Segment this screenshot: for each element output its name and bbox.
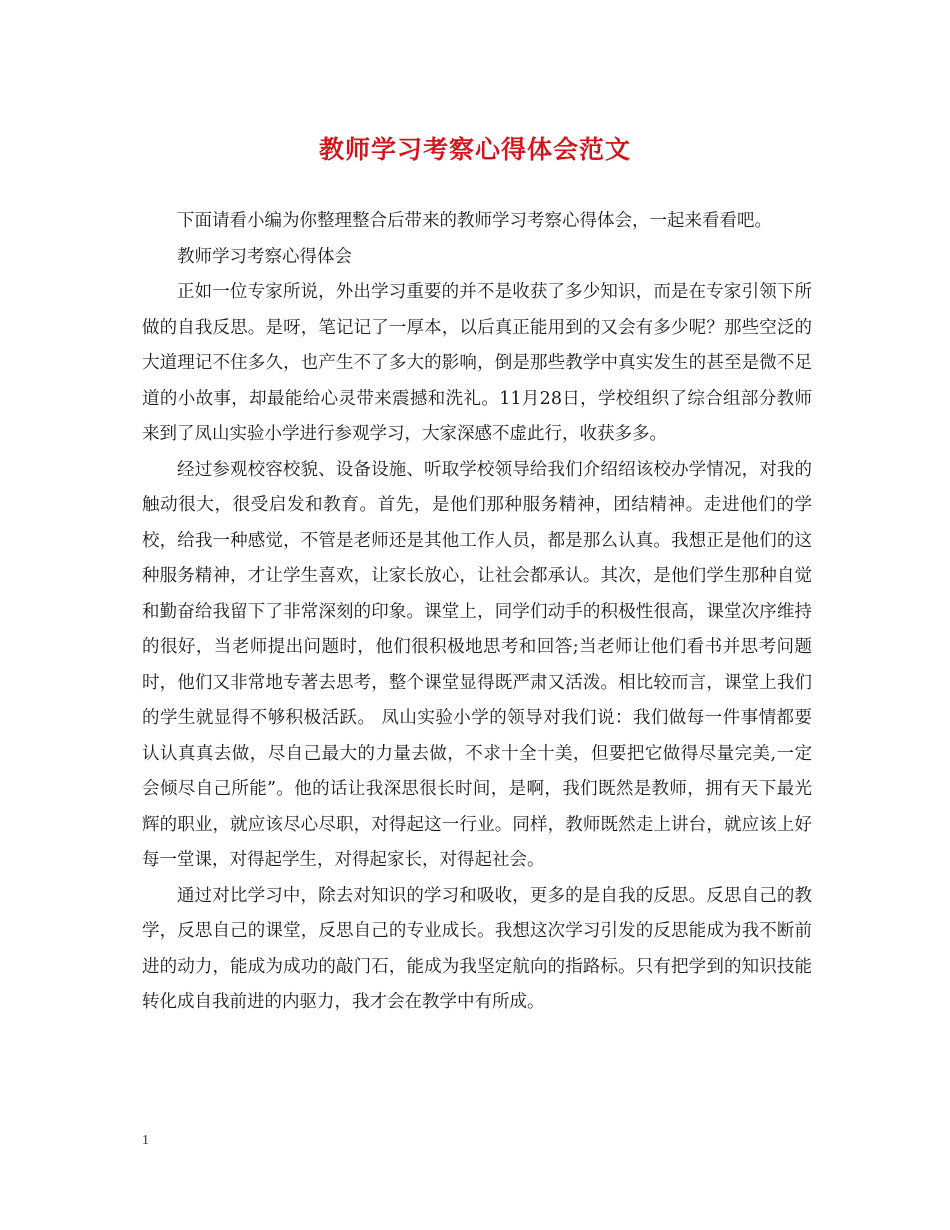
page-number: 1 bbox=[142, 1133, 149, 1148]
section-subtitle: 教师学习考察心得体会 bbox=[177, 246, 352, 267]
body-paragraph-3: 通过对比学习中，除去对知识的学习和吸收，更多的是自我的反思。反思自己的教学，反思自己的课堂，反思自己的专业成长。我想这次学习引发的反思能成为我不断前进的动力，能成为成功的敲门石，能成为我坚定航向的指路标。只有把学到的知识技能转化成自我前进的内驱力，我才会在教学中有所成。 bbox=[142, 885, 812, 1012]
body-paragraph-2: 经过参观校容校貌、设备设施、听取学校领导给我们介绍绍该校办学情况，对我的触动很大，很受启发和教育。首先，是他们那种服务精神，团结精神。走进他们的学校，给我一种感觉，不管是老师还是其他工作人员，都是那么认真。我想正是他们的这种服务精神，才让学生喜欢，让家长放心，让社会都承认。其次，是他们学生那种自觉和勤奋给我留下了非常深刻的印象。课堂上，同学们动手的积极性很高，课堂次序维持的很好，当老师提出问题时，他们很积极地思考和回答;当老师让他们看书并思考问题时，他们又非常地专著去思考，整个课堂显得既严肃又活泼。相比较而言，课堂上我们的学生就显得不够积极活跃。 凤山实验小学的领导对我们说：我们做每一件事情都要认认真真去做，尽自己最大的力量去做，不求十全十美，但要把它做得尽量完美,一定会倾尽自己所能”。他的话让我深思很长时间，是啊，我们既然是教师，拥有天下最光辉的职业，就应该尽心尽职，对得起这一行业。同样，教师既然走上讲台，就应该上好每一堂课，对得起学生，对得起家长，对得起社会。 bbox=[142, 459, 812, 870]
body-paragraph-1: 正如一位专家所说，外出学习重要的并不是收获了多少知识，而是在专家引领下所做的自我反思。是呀，笔记记了一厚本，以后真正能用到的又会有多少呢？那些空泛的大道理记不住多久，也产生不了多大的影响，倒是那些教学中真实发生的甚至是微不足道的小故事，却最能给心灵带来震撼和洗礼。11月28日，学校组织了综合组部分教师来到了凤山实验小学进行参观学习，大家深感不虚此行，收获多多。 bbox=[142, 282, 812, 444]
document-body bbox=[142, 204, 812, 1021]
intro-paragraph: 下面请看小编为你整理整合后带来的教师学习考察心得体会，一起来看看吧。 bbox=[177, 211, 772, 231]
document-title: 教师学习考察心得体会范文 bbox=[318, 135, 631, 164]
